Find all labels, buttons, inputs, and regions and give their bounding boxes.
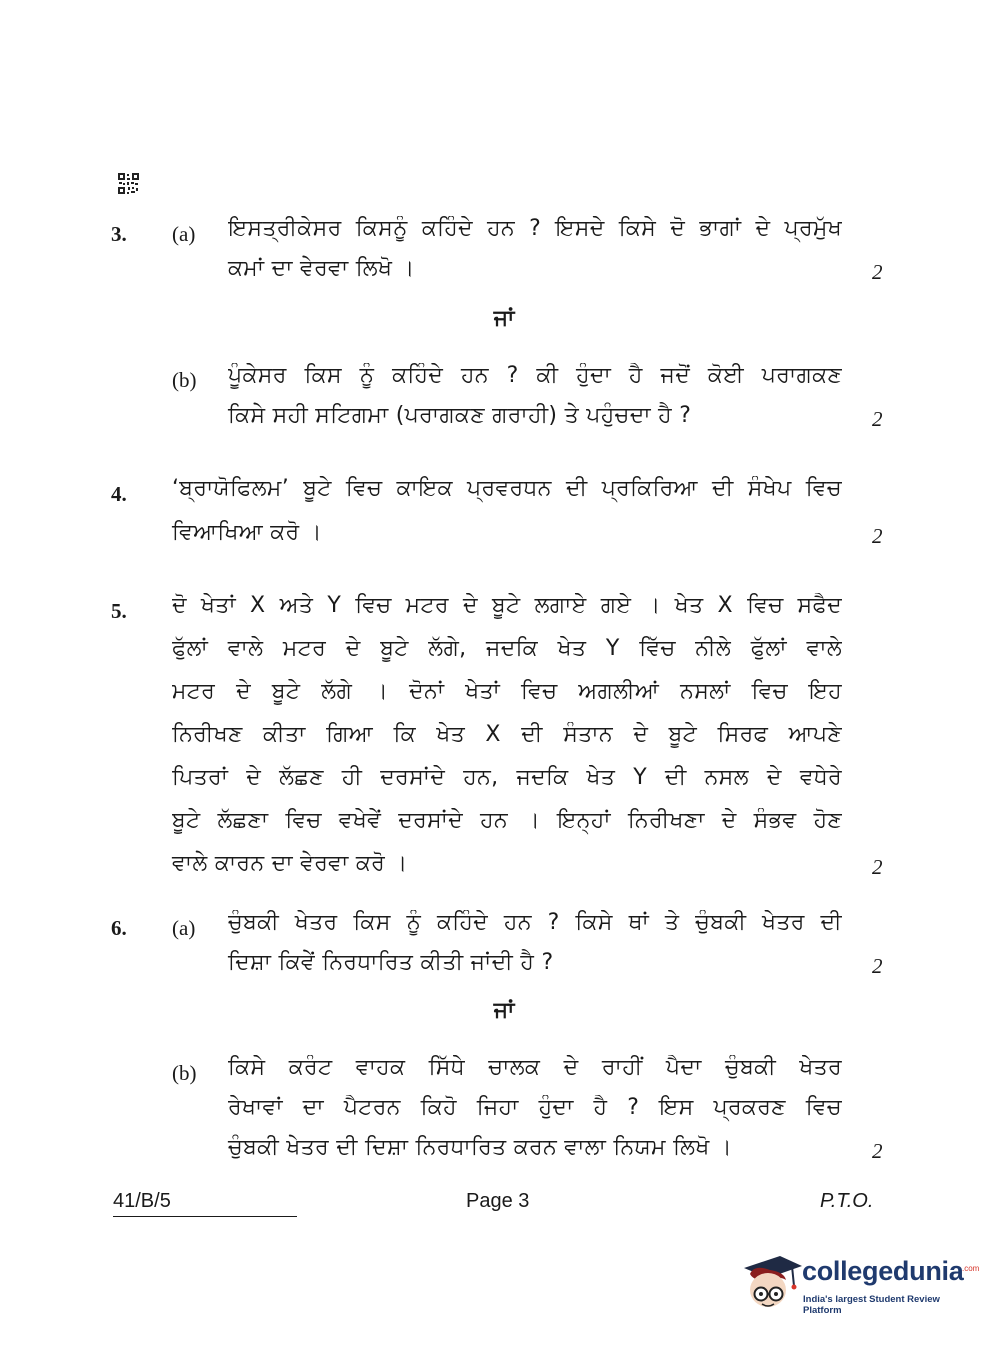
divider [113,1216,297,1217]
question-number: 6. [111,916,127,940]
mascot-logo-icon [740,1250,804,1314]
question-text: ਕਮਾਂ ਦਾ ਵੇਰਵਾ ਲਿਖੋ । [228,256,415,281]
question-text: ਫੁੱਲਾਂ ਵਾਲੇ ਮਟਰ ਦੇ ਬੂਟੇ ਲੱਗੇ, ਜਦਕਿ ਖੇਤ Y ਵਿੱਚ ਨੀਲੇ ਫੁੱਲਾਂ ਵਾਲੇ [172,636,842,661]
question-text: ਦਿਸ਼ਾ ਕਿਵੇਂ ਨਿਰਧਾਰਿਤ ਕੀਤੀ ਜਾਂਦੀ ਹੈ ? [228,950,554,975]
pto-label: P.T.O. [820,1190,874,1212]
question-text: ਕਿਸੇ ਸਹੀ ਸਟਿਗਮਾ (ਪਰਾਗਕਣ ਗਰਾਹੀ) ਤੇ ਪਹੁੰਚਦਾ ਹੈ ? [228,403,692,428]
logo-wordmark: collegedunia [802,1256,964,1286]
marks: 2 [872,260,883,284]
question-text: ਇਸਤ੍ਰੀਕੇਸਰ ਕਿਸਨੂੰ ਕਹਿੰਦੇ ਹਨ ? ਇਸਦੇ ਕਿਸੇ ਦੋ ਭਾਗਾਂ ਦੇ ਪ੍ਰਮੁੱਖ [228,216,842,241]
subquestion-label: (a) [172,916,196,940]
or-separator: ਜਾਂ [493,306,515,331]
subquestion-label: (b) [172,368,197,392]
question-text: ਮਟਰ ਦੇ ਬੂਟੇ ਲੱਗੇ । ਦੋਨਾਂ ਖੇਤਾਂ ਵਿਚ ਅਗਲੀਆਂ ਨਸਲਾਂ ਵਿਚ ਇਹ [172,679,842,704]
collegedunia-logo [740,1248,980,1318]
question-text: ਪੂੰਕੇਸਰ ਕਿਸ ਨੂੰ ਕਹਿੰਦੇ ਹਨ ? ਕੀ ਹੁੰਦਾ ਹੈ ਜਦੋਂ ਕੋਈ ਪਰਾਗਕਣ [228,363,842,388]
logo-tagline: India's largest Student Review Platform [803,1294,940,1316]
paper-code: 41/B/5 [113,1190,171,1212]
question-text: ਵਾਲੇ ਕਾਰਨ ਦਾ ਵੇਰਵਾ ਕਰੋ । [172,851,408,876]
subquestion-label: (b) [172,1061,197,1085]
marks: 2 [872,524,883,548]
question-text: ਕਿਸੇ ਕਰੰਟ ਵਾਹਕ ਸਿੱਧੇ ਚਾਲਕ ਦੇ ਰਾਹੀਂ ਪੈਦਾ ਚੁੰਬਕੀ ਖੇਤਰ [228,1055,842,1080]
question-number: 3. [111,222,127,246]
or-separator: ਜਾਂ [493,998,515,1023]
question-text: ਬੂਟੇ ਲੱਛਣਾ ਵਿਚ ਵਖੇਵੇਂ ਦਰਸਾਂਦੇ ਹਨ । ਇਨ੍ਹਾਂ ਨਿਰੀਖਣਾ ਦੇ ਸੰਭਵ ਹੋਣ [172,808,842,833]
question-text: ਰੇਖਾਵਾਂ ਦਾ ਪੈਟਰਨ ਕਿਹੋ ਜਿਹਾ ਹੁੰਦਾ ਹੈ ? ਇਸ ਪ੍ਰਕਰਣ ਵਿਚ [228,1095,842,1120]
question-text: ਪਿਤਰਾਂ ਦੇ ਲੱਛਣ ਹੀ ਦਰਸਾਂਦੇ ਹਨ, ਜਦਕਿ ਖੇਤ Y ਦੀ ਨਸਲ ਦੇ ਵਧੇਰੇ [172,765,842,790]
question-text: ਚੁੰਬਕੀ ਖੇਤਰ ਦੀ ਦਿਸ਼ਾ ਨਿਰਧਾਰਿਤ ਕਰਨ ਵਾਲਾ ਨਿਯਮ ਲਿਖੋ । [228,1135,733,1160]
logo-domain: .com [962,1264,980,1273]
page-number: Page 3 [466,1190,530,1212]
question-number: 4. [111,482,127,506]
question-number: 5. [111,599,127,623]
question-text: ਵਿਆਖਿਆ ਕਰੋ । [172,520,322,545]
marks: 2 [872,855,883,879]
question-text: ਨਿਰੀਖਣ ਕੀਤਾ ਗਿਆ ਕਿ ਖੇਤ X ਦੀ ਸੰਤਾਨ ਦੇ ਬੂਟੇ ਸਿਰਫ ਆਪਣੇ [172,722,842,747]
marks: 2 [872,407,883,431]
subquestion-label: (a) [172,222,196,246]
qr-code-icon [118,173,139,194]
marks: 2 [872,954,883,978]
question-text: ‘ਬ੍ਰਾਯੋਫਿਲਮ’ ਬੂਟੇ ਵਿਚ ਕਾਇਕ ਪ੍ਰਵਰਧਨ ਦੀ ਪ੍ਰਕਿਰਿਆ ਦੀ ਸੰਖੇਪ ਵਿਚ [172,476,842,501]
question-text: ਦੋ ਖੇਤਾਂ X ਅਤੇ Y ਵਿਚ ਮਟਰ ਦੇ ਬੂਟੇ ਲਗਾਏ ਗਏ । ਖੇਤ X ਵਿਚ ਸਫੈਦ [172,593,842,618]
marks: 2 [872,1139,883,1163]
question-text: ਚੁੰਬਕੀ ਖੇਤਰ ਕਿਸ ਨੂੰ ਕਹਿੰਦੇ ਹਨ ? ਕਿਸੇ ਥਾਂ ਤੇ ਚੁੰਬਕੀ ਖੇਤਰ ਦੀ [228,910,842,935]
